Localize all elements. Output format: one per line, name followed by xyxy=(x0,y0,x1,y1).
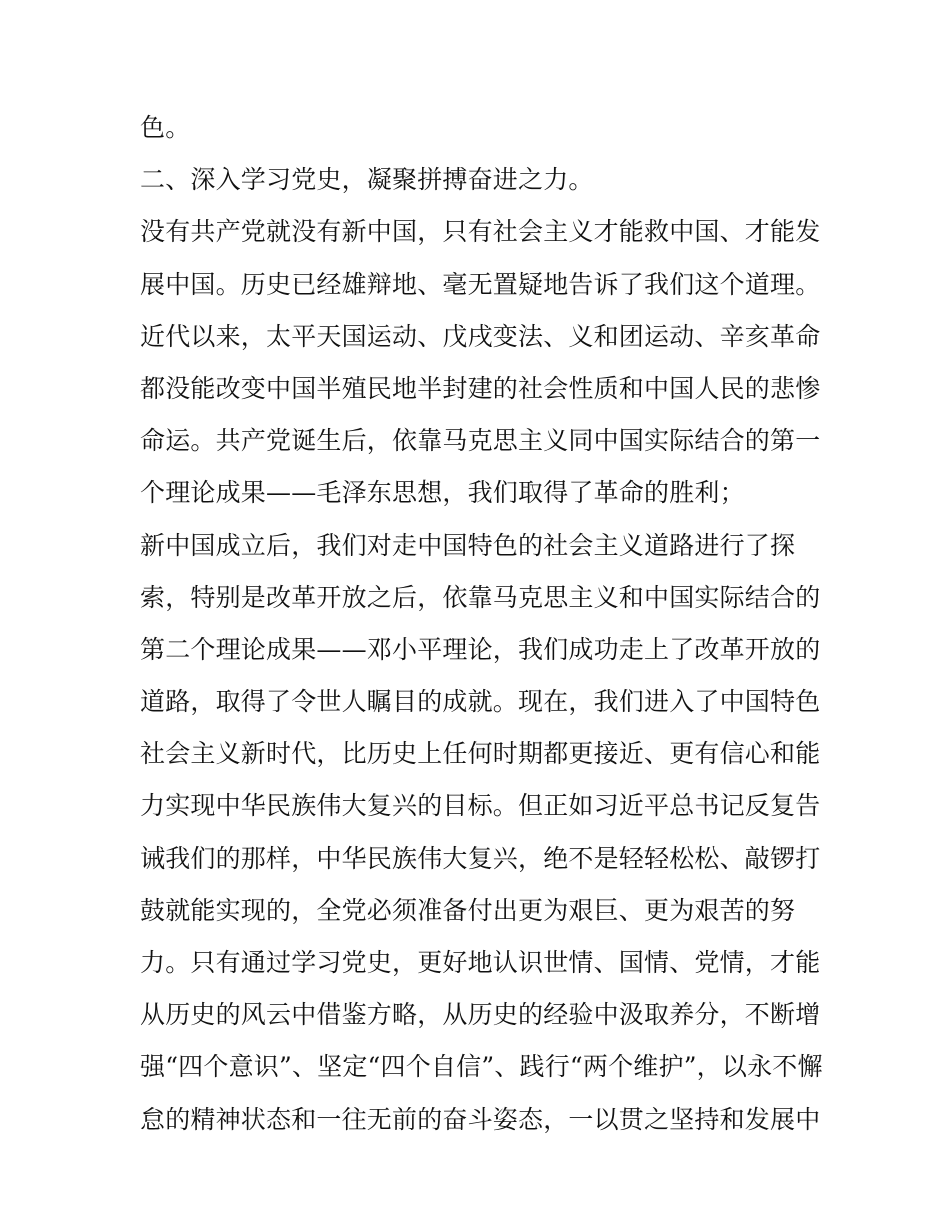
text-line: 怠的精神状态和一往无前的奋斗姿态，一以贯之坚持和发展中 xyxy=(140,1104,821,1134)
text-line: 近代以来，太平天国运动、戊戌变法、义和团运动、辛亥革命 xyxy=(140,321,821,351)
text-line: 鼓就能实现的，全党必须准备付出更为艰巨、更为艰苦的努 xyxy=(140,895,796,925)
text-line: 诫我们的那样，中华民族伟大复兴，绝不是轻轻松松、敲锣打 xyxy=(140,843,821,873)
text-line: 强“四个意识”、坚定“四个自信”、践行“两个维护”，以永不懈 xyxy=(140,1052,823,1082)
text-line: 命运。共产党诞生后，依靠马克思主义同中国实际结合的第一 xyxy=(140,426,821,456)
text-line: 道路，取得了令世人瞩目的成就。现在，我们进入了中国特色 xyxy=(140,687,821,717)
text-line: 新中国成立后，我们对走中国特色的社会主义道路进行了探 xyxy=(140,530,796,560)
document-body xyxy=(140,106,823,1150)
text-line: 色。 xyxy=(140,113,191,142)
text-line: 力。只有通过学习党史，更好地认识世情、国情、党情，才能 xyxy=(140,948,821,977)
section-heading: 二、深入学习党史，凝聚拼搏奋进之力。 xyxy=(140,165,594,195)
text-line: 展中国。历史已经雄辩地、毫无置疑地告诉了我们这个道理。 xyxy=(140,269,821,299)
text-line: 从历史的风云中借鉴方略，从历史的经验中汲取养分，不断增 xyxy=(140,1000,821,1030)
text-line: 没有共产党就没有新中国，只有社会主义才能救中国、才能发 xyxy=(140,217,821,247)
text-line: 第二个理论成果——邓小平理论，我们成功走上了改革开放的 xyxy=(140,634,821,664)
text-line: 力实现中华民族伟大复兴的目标。但正如习近平总书记反复告 xyxy=(140,791,821,821)
text-line: 个理论成果——毛泽东思想，我们取得了革命的胜利； xyxy=(140,478,745,508)
text-line: 社会主义新时代，比历史上任何时期都更接近、更有信心和能 xyxy=(140,739,821,769)
text-line: 索，特别是改革开放之后，依靠马克思主义和中国实际结合的 xyxy=(140,582,821,612)
text-line: 都没能改变中国半殖民地半封建的社会性质和中国人民的悲惨 xyxy=(140,373,821,403)
